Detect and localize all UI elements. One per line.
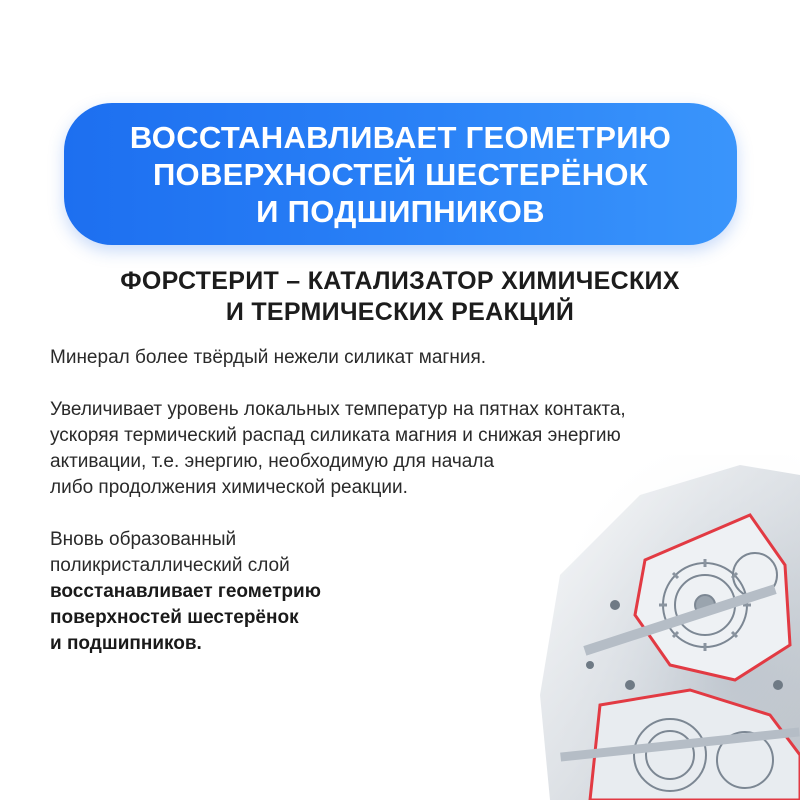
headline-line-2: ПОВЕРХНОСТЕЙ ШЕСТЕРЁНОК [152, 156, 649, 192]
headline-line-3: И ПОДШИПНИКОВ [256, 193, 545, 229]
paragraph-line: Минерал более твёрдый нежели силикат магния. [50, 347, 487, 368]
paragraph-line: активации, т.е. энергию, необходимую для начала [50, 451, 495, 472]
paragraph-line-bold: и подшипников. [50, 633, 202, 654]
headline-line-1: ВОССТАНАВЛИВАЕТ ГЕОМЕТРИЮ [129, 119, 672, 155]
paragraph-line: Увеличивает уровень локальных температур на пятнах контакта, [50, 399, 626, 420]
paragraph-hardness [50, 345, 750, 371]
paragraph-line: поликристаллический слой [50, 555, 290, 576]
gearbox-cutaway-illustration [520, 455, 800, 800]
headline-banner [64, 103, 737, 245]
subtitle-line-1: ФОРСТЕРИТ – КАТАЛИЗАТОР ХИМИЧЕСКИХ [120, 267, 680, 295]
subtitle-line-2: И ТЕРМИЧЕСКИХ РЕАКЦИЙ [225, 298, 575, 326]
paragraph-line: Вновь образованный [50, 529, 237, 550]
paragraph-line-bold: поверхностей шестерёнок [50, 607, 299, 628]
paragraph-line-bold: восстанавливает геометрию [50, 581, 321, 602]
section-subtitle [0, 266, 800, 328]
paragraph-line: ускоряя термический распад силиката магния и снижая энергию [50, 425, 621, 446]
paragraph-line: либо продолжения химической реакции. [50, 477, 408, 498]
